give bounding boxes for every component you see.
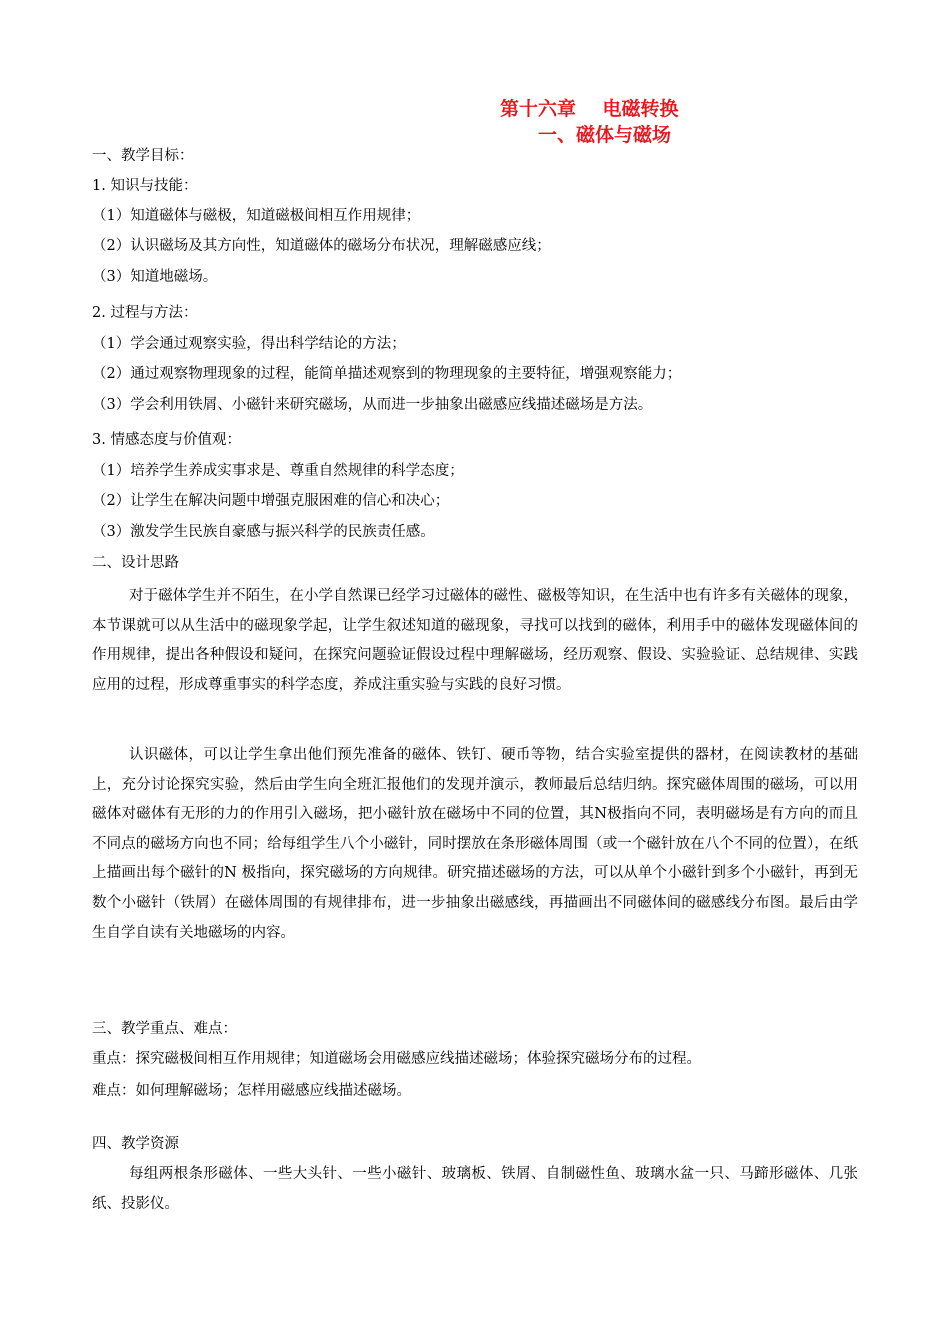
- objectives-heading: 一、教学目标：: [92, 148, 194, 164]
- knowledge-heading: 1. 知识与技能：: [92, 178, 198, 194]
- design-paragraph-2: 认识磁体，可以让学生拿出他们预先准备的磁体、铁钉、硬币等物，结合实验室提供的器材，在阅读教材的基础上，充分讨论探究实验，然后由学生向全班汇报他们的发现并演示，教师最后总结归纳。探究磁体周围的磁场，可以用磁体对磁体有无形的力的作用引入磁场，把小磁针放在磁场中不同的位置，其N极指向不同，表明磁场是有方向的而且不同点的磁场方向也不同；给每组学生八个小磁针，同时摆放在条形磁体周围（或一个磁针放在八个不同的位置），在纸上描画出每个磁针的N 极指向，探究磁场的方向规律。研究描述磁场的方法，可以从单个小磁针到多个小磁针，再到无数个小磁针（铁屑）在磁体周围的有规律排布，进一步抽象出磁感线，再描画出不同磁体间的磁感线分布图。最后由学生自学自读有关地磁场的内容。: [92, 747, 858, 941]
- list-item: （1）培养学生养成实事求是、尊重自然规律的科学态度；: [92, 463, 464, 479]
- attitude-heading: 3. 情感态度与价值观：: [92, 432, 241, 448]
- list-item: （1）知道磁体与磁极，知道磁极间相互作用规律；: [92, 208, 421, 224]
- resources-heading: 四、教学资源: [92, 1136, 179, 1152]
- list-item: （3）学会利用铁屑、小磁针来研究磁场，从而进一步抽象出磁感应线描述磁场是方法。: [92, 397, 653, 413]
- list-item: （2）认识磁场及其方向性，知道磁体的磁场分布状况，理解磁感应线；: [92, 238, 551, 254]
- list-item: （2）通过观察物理现象的过程，能简单描述观察到的物理现象的主要特征，增强观察能力；: [92, 366, 682, 382]
- design-heading: 二、设计思路: [92, 555, 179, 571]
- list-item: （2）让学生在解决问题中增强克服困难的信心和决心；: [92, 493, 450, 509]
- key-point: 重点：探究磁极间相互作用规律；知道磁场会用磁感应线描述磁场；体验探究磁场分布的过程。: [92, 1051, 701, 1067]
- list-item: （3）知道地磁场。: [92, 269, 218, 285]
- list-item: （1）学会通过观察实验，得出科学结论的方法；: [92, 336, 406, 352]
- list-item: （3）激发学生民族自豪感与振兴科学的民族责任感。: [92, 524, 435, 540]
- design-paragraph-1: 对于磁体学生并不陌生，在小学自然课已经学习过磁体的磁性、磁极等知识，在生活中也有许多有关磁体的现象，本节课就可以从生活中的磁现象学起，让学生叙述知道的磁现象，寻找可以找到的磁体，利用手中的磁体发现磁体间的作用规律，提出各种假设和疑问，在探究问题验证假设过程中理解磁场，经历观察、假设、实验验证、总结规律、实践应用的过程，形成尊重事实的科学态度，养成注重实验与实践的良好习惯。: [92, 588, 858, 693]
- process-heading: 2. 过程与方法：: [92, 305, 198, 321]
- chapter-title: 第十六章 电磁转换: [500, 98, 679, 120]
- resources-paragraph: 每组两根条形磁体、一些大头针、一些小磁针、玻璃板、铁屑、自制磁性鱼、玻璃水盆一只、马蹄形磁体、几张纸、投影仪。: [92, 1166, 858, 1212]
- section-title: 一、磁体与磁场: [538, 124, 672, 146]
- focus-heading: 三、教学重点、难点：: [92, 1021, 237, 1037]
- difficulty-point: 难点：如何理解磁场；怎样用磁感应线描述磁场。: [92, 1083, 411, 1099]
